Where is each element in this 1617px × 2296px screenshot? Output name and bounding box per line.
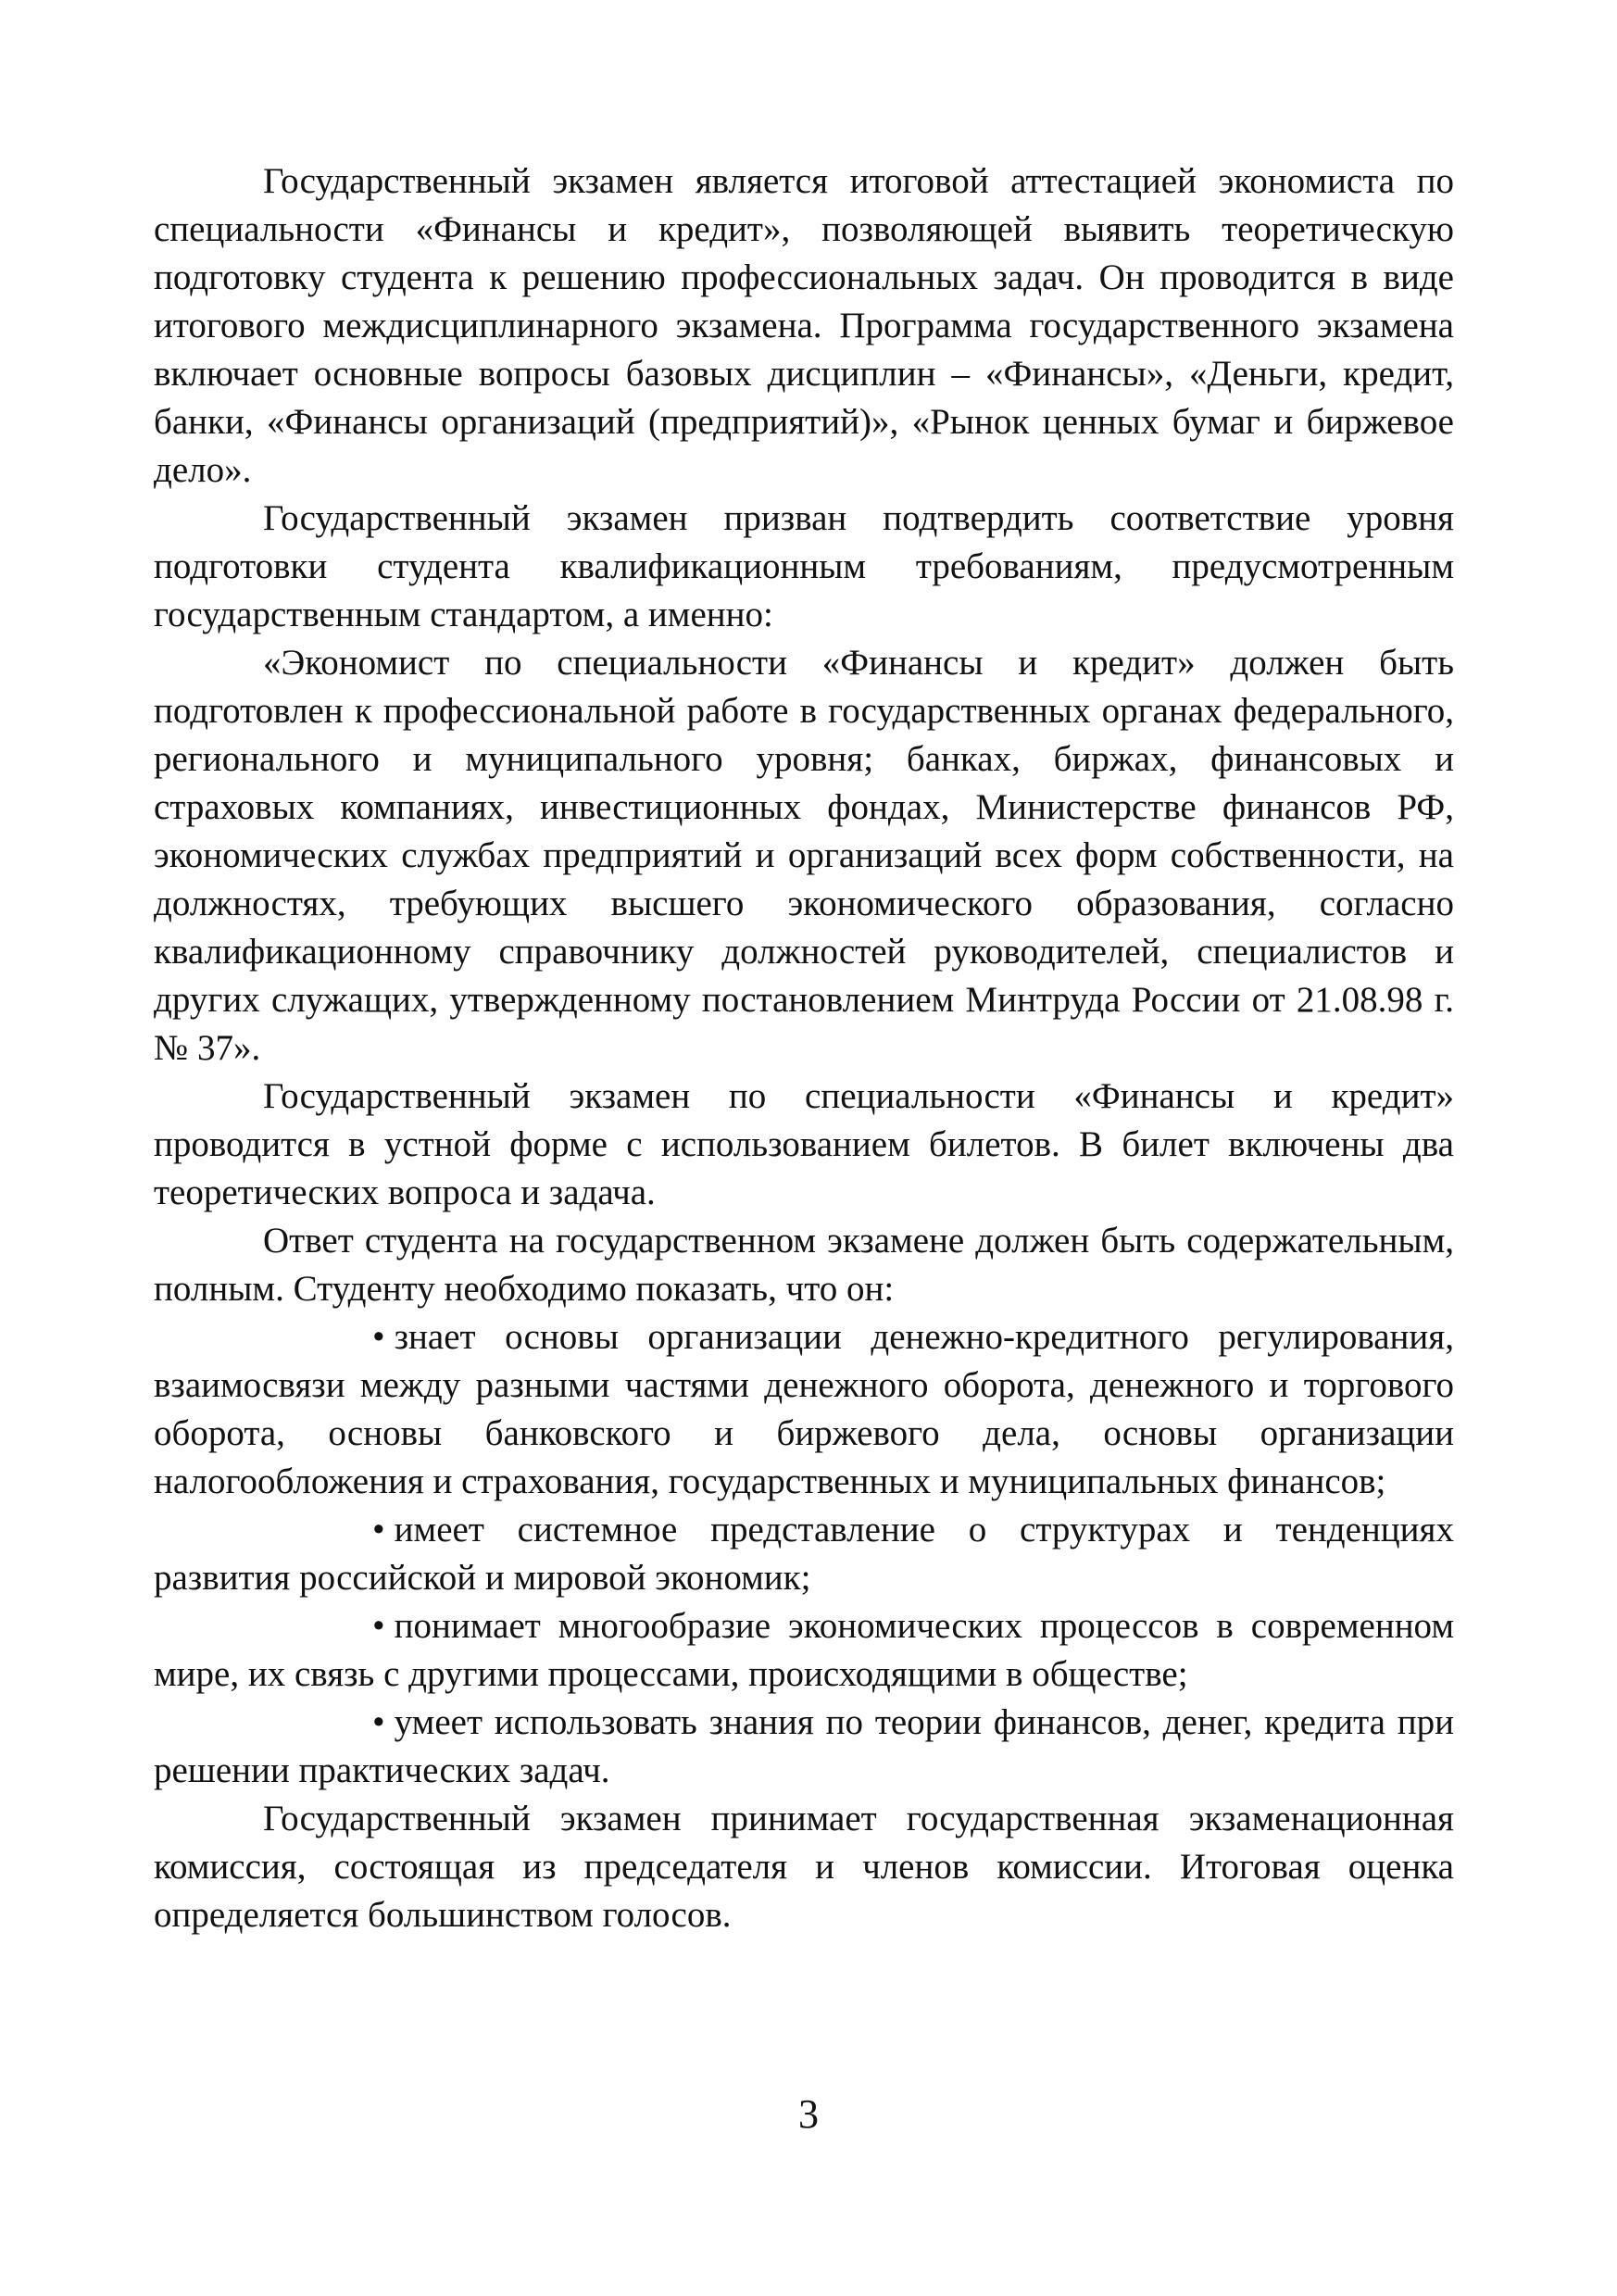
bullet-text: умеет использовать знания по теории финансов, денег, кредита при решении практических задач. [154, 1702, 1454, 1790]
paragraph-answer-requirements: Ответ студента на государственном экзамене должен быть содержательным, полным. Студенту необходимо показать, что он: [154, 1221, 1454, 1309]
bullet-icon: • [372, 1510, 385, 1549]
bullet-icon: • [372, 1317, 385, 1357]
body-text [154, 157, 1454, 1939]
bullet-item [154, 1699, 1454, 1795]
bullet-item [154, 1313, 1454, 1506]
page-number: 3 [798, 2091, 819, 2137]
bullet-text: знает основы организации денежно-кредитного регулирования, взаимосвязи между разными частями денежного оборота, денежного и торгового оборота, основы банковского и биржевого дела, основы организации налогообложения и страхования, государственных и муниципальных финансов; [154, 1317, 1454, 1501]
bullet-item [154, 1602, 1454, 1699]
bullet-text: имеет системное представление о структурах и тенденциях развития российской и мировой экономик; [154, 1510, 1454, 1598]
paragraph-standard-quote: «Экономист по специальности «Финансы и кредит» должен быть подготовлен к профессиональной работе в государственных органах федерального, регионального и муниципального уровня; банках, биржах, финансовых и страховых компаниях, инвестиционных фондах, Министерстве финансов РФ, экономических службах предприятий и организаций всех форм собственности, на должностях, требующих высшего экономического образования, согласно квалификационному справочнику должностей руководителей, специалистов и других служащих, утвержденному постановлением Минтруда России от 21.08.98 г. № 37». [154, 643, 1454, 1068]
bullet-item [154, 1506, 1454, 1602]
bullet-icon: • [372, 1606, 385, 1646]
bullet-icon: • [372, 1702, 385, 1742]
paragraph-purpose: Государственный экзамен призван подтвердить соответствие уровня подготовки студента квалификационным требованиям, предусмотренным государственным стандартом, а именно: [154, 498, 1454, 634]
paragraph-commission: Государственный экзамен принимает государственная экзаменационная комиссия, состоящая из председателя и членов комиссии. Итоговая оценка определяется большинством голосов. [154, 1799, 1454, 1935]
paragraph-intro: Государственный экзамен является итоговой аттестацией экономиста по специальности «Финансы и кредит», позволяющей выявить теоретическую подготовку студента к решению профессиональных задач. Он проводится в виде итогового междисциплинарного экзамена. Программа государственного экзамена включает основные вопросы базовых дисциплин – «Финансы», «Деньги, кредит, банки, «Финансы организаций (предприятий)», «Рынок ценных бумаг и биржевое дело». [154, 161, 1454, 490]
paragraph-exam-format: Государственный экзамен по специальности «Финансы и кредит» проводится в устной форме с использованием билетов. В билет включены два теоретических вопроса и задача. [154, 1076, 1454, 1212]
bullet-text: понимает многообразие экономических процессов в современном мире, их связь с другими процессами, происходящими в обществе; [154, 1606, 1454, 1694]
